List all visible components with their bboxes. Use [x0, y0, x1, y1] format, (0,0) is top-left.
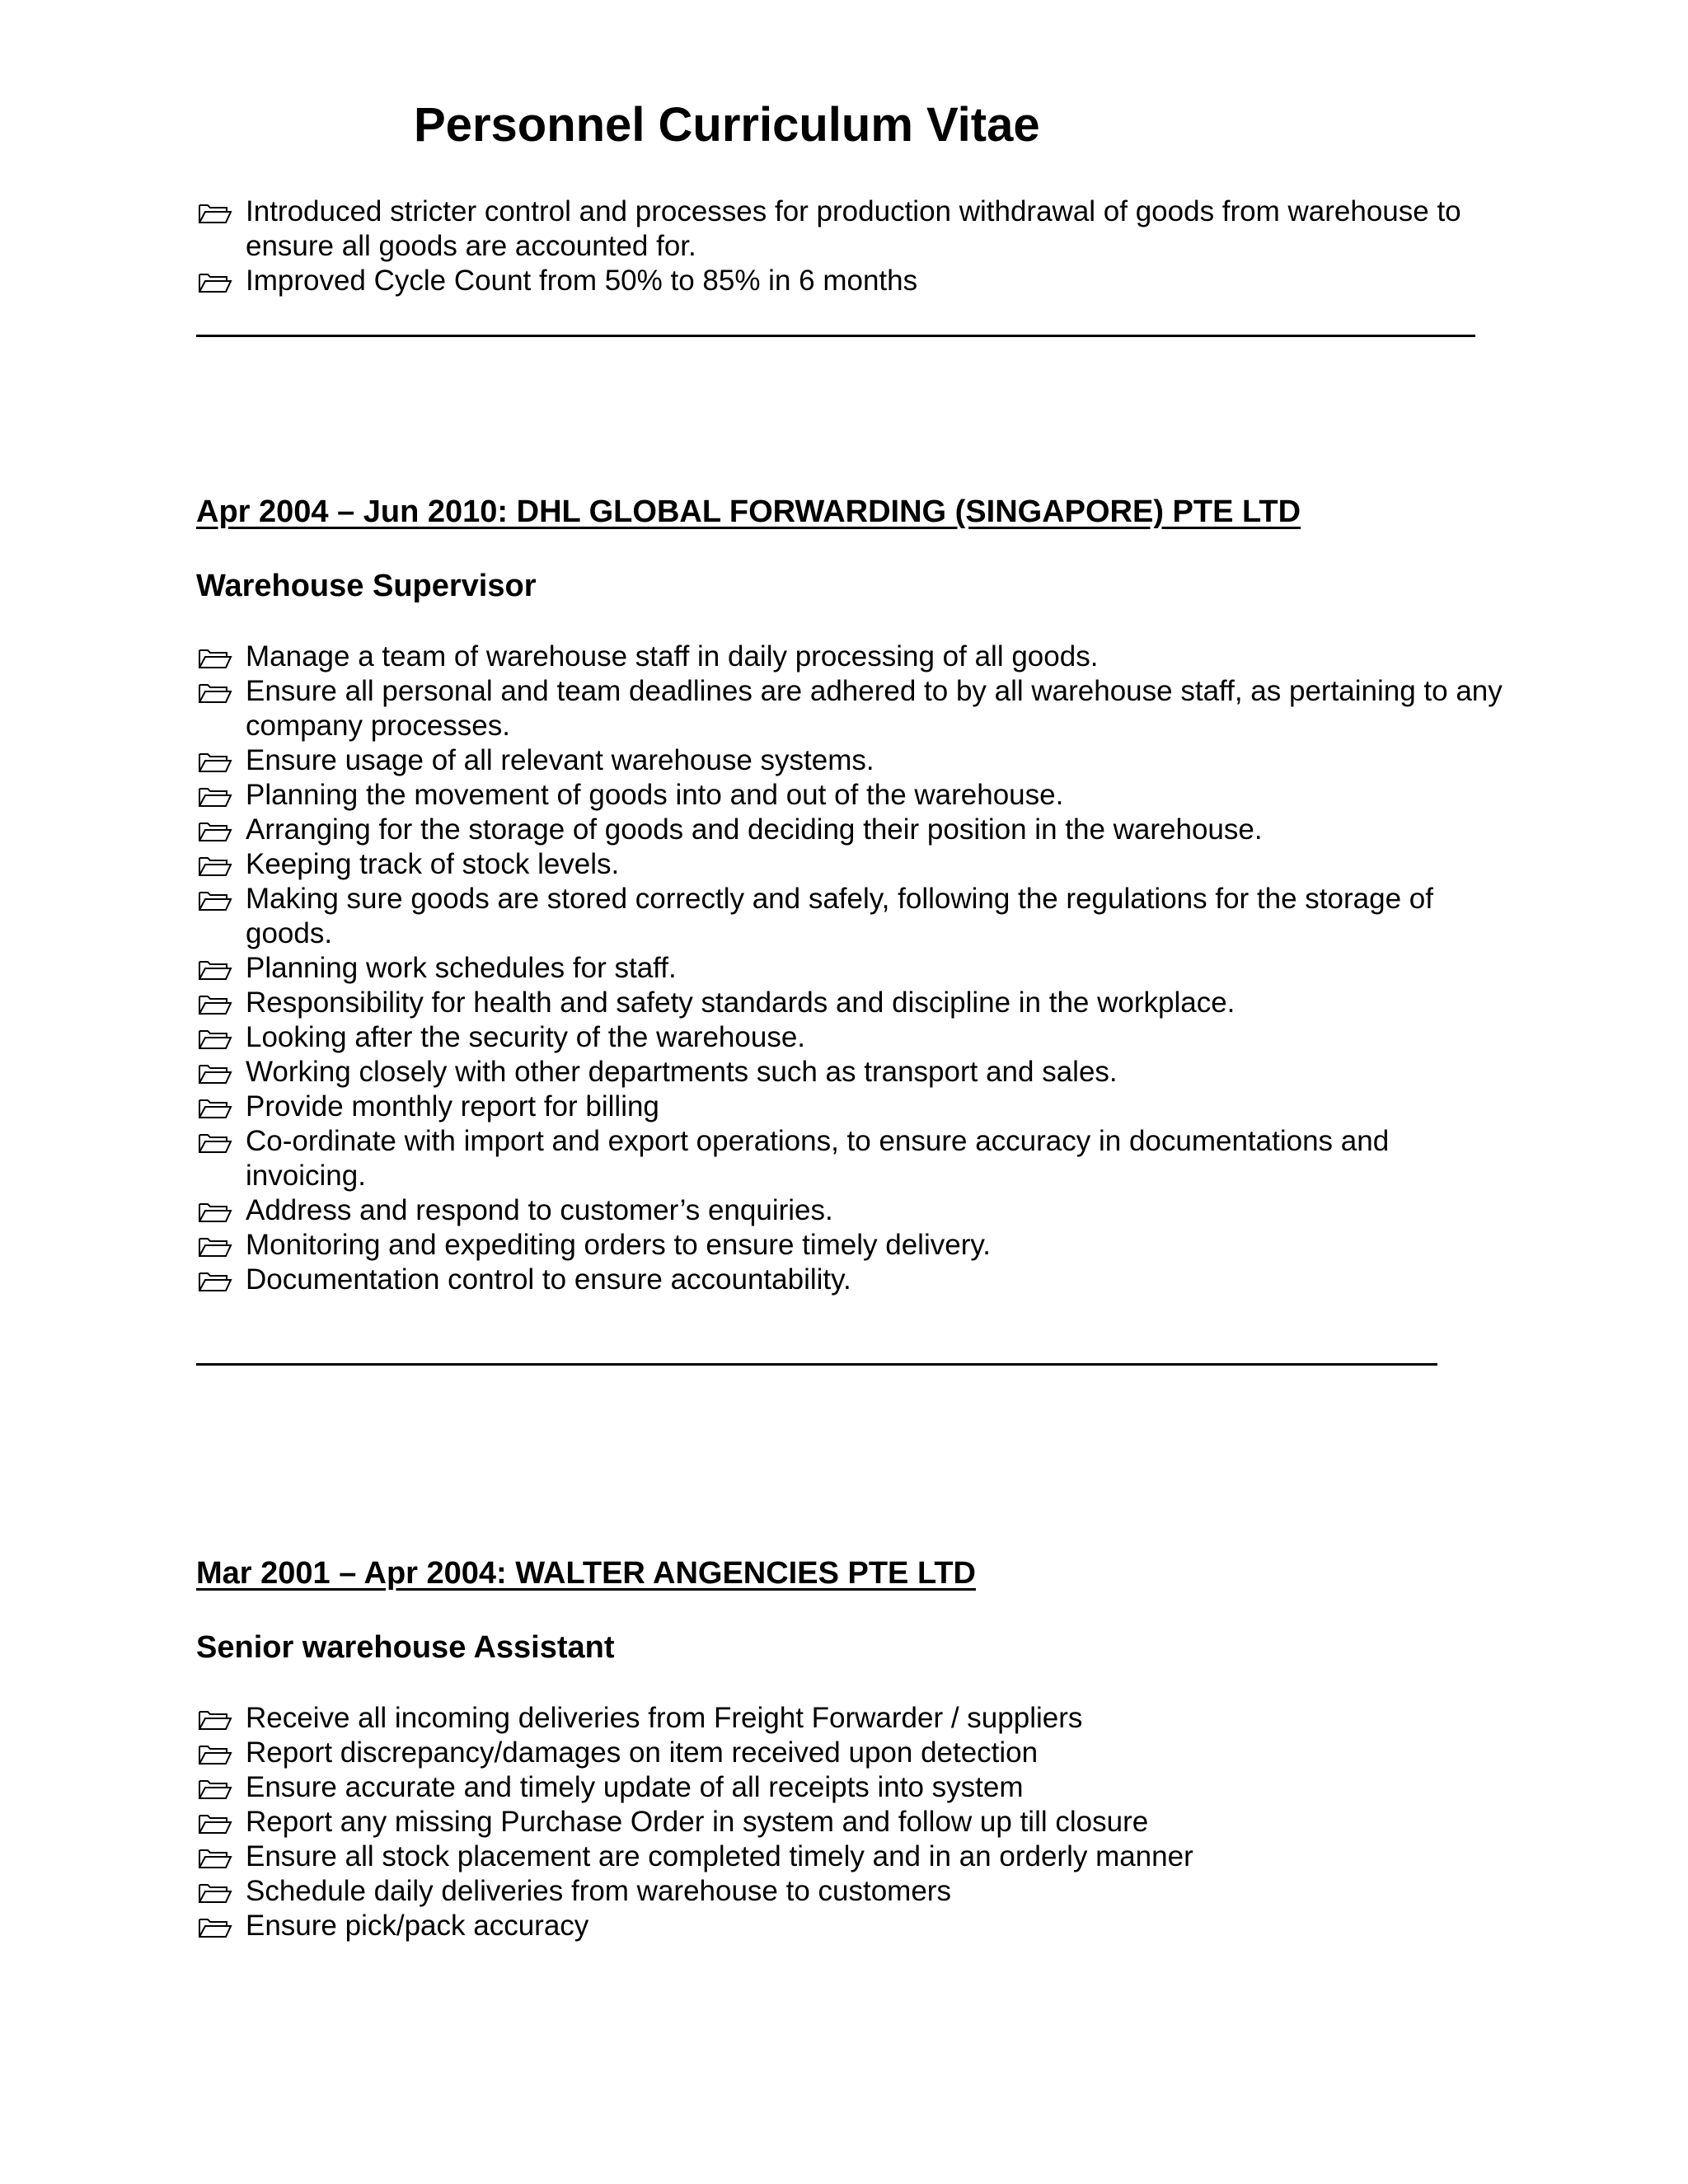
list-item [196, 640, 1515, 674]
open-folder-icon [198, 1779, 232, 1800]
bullet-text: Planning work schedules for staff. [246, 952, 677, 984]
bullet-text: Introduced stricter control and processes for production withdrawal of goods from warehouse to ensure all goods are accounted for. [246, 195, 1461, 262]
page-title: Personnel Curriculum Vitae [414, 98, 1040, 152]
list-item [196, 1193, 1515, 1228]
list-item [196, 1874, 1515, 1909]
open-folder-icon [198, 752, 232, 773]
bullet-text: Ensure usage of all relevant warehouse systems. [246, 744, 874, 776]
bullet-text: Schedule daily deliveries from warehouse to customers [246, 1875, 951, 1907]
walter-duties-list [196, 1701, 1515, 1943]
open-folder-icon [198, 648, 232, 669]
list-item [196, 986, 1515, 1020]
list-item [196, 1805, 1515, 1840]
open-folder-icon [198, 1063, 232, 1085]
open-folder-icon [198, 786, 232, 808]
bullet-text: Working closely with other departments such as transport and sales. [246, 1056, 1118, 1088]
open-folder-icon [198, 203, 232, 224]
bullet-text: Address and respond to customer’s enquiries. [246, 1194, 833, 1226]
bullet-text: Monitoring and expediting orders to ensure timely delivery. [246, 1229, 991, 1261]
open-folder-icon [198, 890, 232, 912]
divider [196, 1363, 1437, 1366]
job-title-dhl: Warehouse Supervisor [196, 569, 537, 603]
open-folder-icon [198, 1848, 232, 1869]
open-folder-icon [198, 1813, 232, 1835]
employment-heading-walter: Mar 2001 – Apr 2004: WALTER ANGENCIES PTE LTD [196, 1556, 976, 1591]
bullet-text: Planning the movement of goods into and out of the warehouse. [246, 779, 1064, 811]
bullet-text: Provide monthly report for billing [246, 1090, 659, 1122]
employment-heading-dhl: Apr 2004 – Jun 2010: DHL GLOBAL FORWARDING (SINGAPORE) PTE LTD [196, 494, 1301, 529]
bullet-text: Co-ordinate with import and export operations, to ensure accuracy in documentations and invoicing. [246, 1125, 1390, 1192]
job-title-walter: Senior warehouse Assistant [196, 1630, 615, 1665]
list-item [196, 1124, 1515, 1193]
bullet-text: Manage a team of warehouse staff in daily processing of all goods. [246, 640, 1099, 673]
list-item [196, 1228, 1515, 1263]
open-folder-icon [198, 855, 232, 877]
open-folder-icon [198, 1271, 232, 1292]
list-item [196, 674, 1515, 743]
divider [196, 335, 1475, 337]
list-item [196, 1909, 1515, 1943]
list-item [196, 882, 1515, 951]
bullet-text: Report discrepancy/damages on item received upon detection [246, 1736, 1039, 1769]
list-item [196, 1263, 1515, 1297]
list-item [196, 743, 1515, 778]
open-folder-icon [198, 1709, 232, 1731]
walter-duties-section [196, 1701, 1515, 1943]
bullet-text: Arranging for the storage of goods and deciding their position in the warehouse. [246, 813, 1263, 846]
open-folder-icon [198, 1882, 232, 1904]
open-folder-icon [198, 1744, 232, 1765]
list-item [196, 1701, 1515, 1736]
open-folder-icon [198, 272, 232, 293]
bullet-text: Ensure all personal and team deadlines are adhered to by all warehouse staff, as pertaining to any company processes. [246, 675, 1503, 742]
list-item [196, 1055, 1515, 1090]
bullet-text: Ensure pick/pack accuracy [246, 1910, 589, 1942]
open-folder-icon [198, 682, 232, 704]
open-folder-icon [198, 821, 232, 842]
bullet-text: Improved Cycle Count from 50% to 85% in 6 months [246, 265, 918, 297]
top-bullet-section [196, 194, 1515, 298]
list-item [196, 1736, 1515, 1770]
bullet-text: Looking after the security of the warehouse. [246, 1021, 806, 1053]
open-folder-icon [198, 1202, 232, 1223]
open-folder-icon [198, 1236, 232, 1258]
list-item [196, 194, 1515, 264]
open-folder-icon [198, 1132, 232, 1154]
bullet-text: Ensure all stock placement are completed timely and in an orderly manner [246, 1840, 1193, 1872]
open-folder-icon [198, 959, 232, 981]
list-item [196, 951, 1515, 986]
list-item [196, 778, 1515, 813]
bullet-text: Report any missing Purchase Order in system and follow up till closure [246, 1806, 1149, 1838]
bullet-text: Responsibility for health and safety standards and discipline in the workplace. [246, 987, 1236, 1019]
list-item [196, 813, 1515, 847]
list-item [196, 1840, 1515, 1874]
open-folder-icon [198, 1098, 232, 1119]
open-folder-icon [198, 1029, 232, 1050]
bullet-text: Ensure accurate and timely update of all receipts into system [246, 1771, 1024, 1803]
open-folder-icon [198, 1917, 232, 1938]
list-item [196, 847, 1515, 882]
bullet-text: Documentation control to ensure accountability. [246, 1263, 851, 1296]
open-folder-icon [198, 994, 232, 1015]
list-item [196, 264, 1515, 298]
list-item [196, 1020, 1515, 1055]
top-bullet-list [196, 194, 1515, 298]
bullet-text: Keeping track of stock levels. [246, 848, 620, 880]
list-item [196, 1770, 1515, 1805]
list-item [196, 1090, 1515, 1124]
dhl-duties-section [196, 640, 1515, 1297]
bullet-text: Receive all incoming deliveries from Freight Forwarder / suppliers [246, 1702, 1083, 1734]
bullet-text: Making sure goods are stored correctly and safely, following the regulations for the storage of goods. [246, 883, 1433, 949]
dhl-duties-list [196, 640, 1515, 1297]
